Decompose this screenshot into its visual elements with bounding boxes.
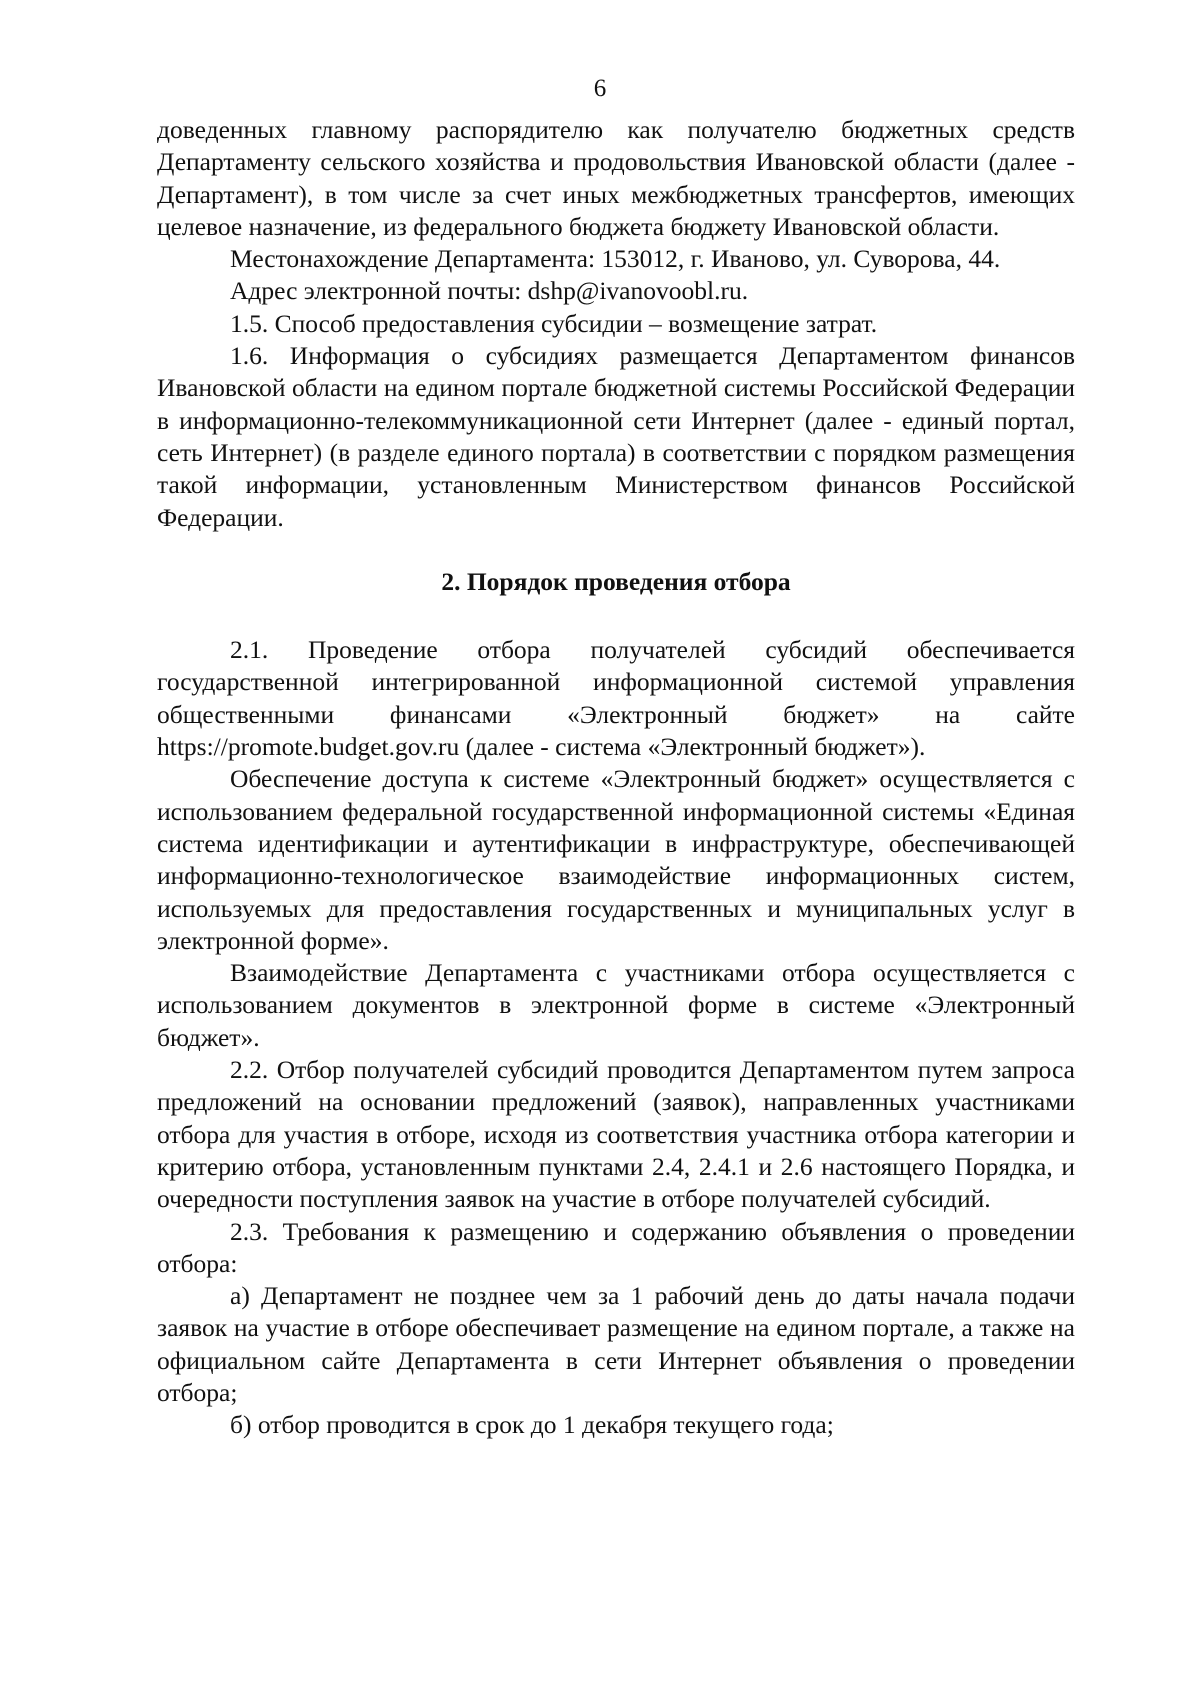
page-number: 6 [593,75,607,102]
paragraph-1-6: 1.6. Информация о субсидиях размещается Департаментом финансов Ивановской области на едином портале бюджетной системы Российской Федерации в информационно-телекоммуникационной сети Интернет (далее - единый портал, сеть Интернет) (в разделе единого портала) в соответствии с порядком размещения такой информации, установленным Министерством финансов Российской Федерации. [157,341,1075,532]
paragraph-2-2: 2.2. Отбор получателей субсидий проводится Департаментом путем запроса предложений на основании предложений (заявок), направленных участниками отбора для участия в отборе, исходя из соответствия участника отбора категории и критерию отбора, установленным пунктами 2.4, 2.4.1 и 2.6 настоящего Порядка, и очередности поступления заявок на участие в отборе получателей субсидий. [157,1055,1075,1214]
section-heading: 2. Порядок проведения отбора [441,566,791,596]
paragraph-continuation: доведенных главному распорядителю как получателю бюджетных средств Департаменту сельского хозяйства и продовольствия Ивановской области (далее - Департамент), в том числе за счет иных межбюджетных трансфертов, имеющих целевое назначение, из федерального бюджета бюджету Ивановской области. [157,115,1075,241]
paragraph-location: Местонахождение Департамента: 153012, г. Иваново, ул. Суворова, 44. [230,244,1001,274]
paragraph-item-b: б) отбор проводится в срок до 1 декабря текущего года; [230,1410,834,1440]
paragraph-access: Обеспечение доступа к системе «Электронный бюджет» осуществляется с использованием федеральной государственной информационной системы «Единая система идентификации и аутентификации в инфраструктуре, обеспечивающей информационно-технологическое взаимодействие информационных систем, используемых для предоставления государственных и муниципальных услуг в электронной форме». [157,764,1075,955]
paragraph-interaction: Взаимодействие Департамента с участниками отбора осуществляется с использованием документов в электронной форме в системе «Электронный бюджет». [157,958,1075,1052]
document-body [157,114,1075,1442]
paragraph-1-5: 1.5. Способ предоставления субсидии – возмещение затрат. [230,308,878,338]
paragraph-2-1: 2.1. Проведение отбора получателей субсидий обеспечивается государственной интегрированной информационной системой управления общественными финансами «Электронный бюджет» на сайте https://promote.budget.gov.ru (далее - система «Электронный бюджет»). [157,635,1075,762]
paragraph-item-a: а) Департамент не позднее чем за 1 рабочий день до даты начала подачи заявок на участие в отборе обеспечивает размещение на едином портале, а также на официальном сайте Департамента в сети Интернет объявления о проведении отбора; [157,1281,1075,1407]
paragraph-email: Адрес электронной почты: dshp@ivanovoobl.ru. [230,276,749,306]
paragraph-2-3: 2.3. Требования к размещению и содержанию объявления о проведении отбора: [157,1216,1075,1278]
